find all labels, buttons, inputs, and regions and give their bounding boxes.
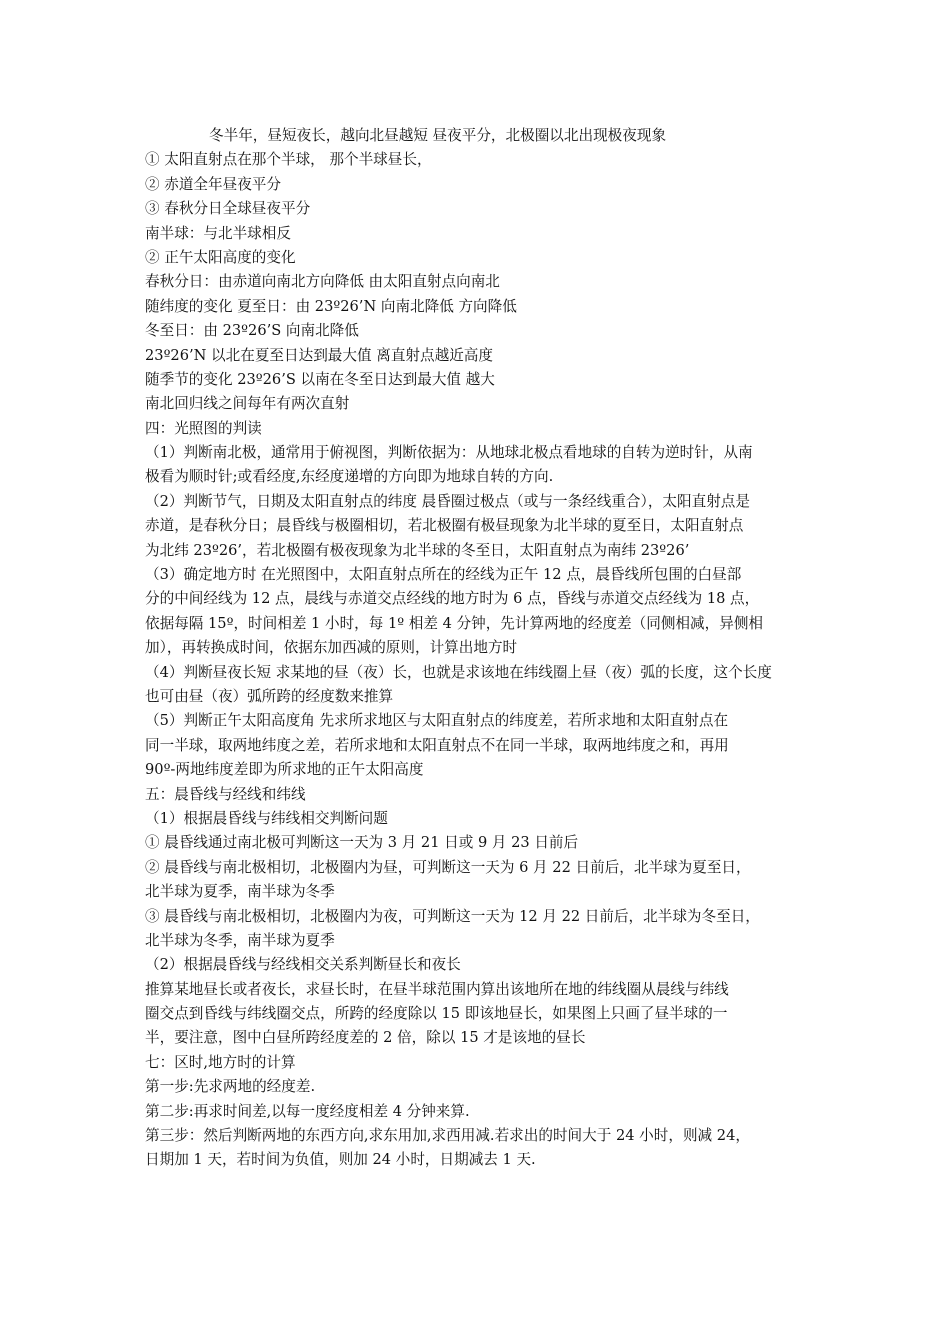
text-line: 随季节的变化 23º26’S 以南在冬至日达到最大值 越大 xyxy=(145,370,495,388)
text-line: 北半球为冬季，南半球为夏季 xyxy=(145,931,335,949)
text-line: 随纬度的变化 夏至日：由 23º26’N 向南北降低 方向降低 xyxy=(145,297,517,315)
text-line: 推算某地昼长或者夜长，求昼长时，在昼半球范围内算出该地所在地的纬线圈从晨线与纬线 xyxy=(145,980,729,998)
text-line: （1）根据晨昏线与纬线相交判断问题 xyxy=(145,809,388,827)
text-line: 第二步:再求时间差,以每一度经度相差 4 分钟来算. xyxy=(145,1102,470,1120)
text-line: 也可由昼（夜）弧所跨的经度数来推算 xyxy=(145,687,394,705)
text-line: 冬至日：由 23º26’S 向南北降低 xyxy=(145,322,359,340)
text-line: （5）判断正午太阳高度角 先求所求地区与太阳直射点的纬度差，若所求地和太阳直射点在 xyxy=(145,712,729,730)
text-line: 极看为顺时针;或看经度,东经度递增的方向即为地球自转的方向. xyxy=(145,468,554,486)
text-line: 北半球为夏季，南半球为冬季 xyxy=(145,883,335,901)
text-line: 圈交点到昏线与纬线圈交点，所跨的经度除以 15 即该地昼长，如果图上只画了昼半球的一 xyxy=(145,1005,728,1023)
text-line: 为北纬 23º26’，若北极圈有极夜现象为北半球的冬至日，太阳直射点为南纬 23º26’ xyxy=(145,541,690,559)
text-line-heading: 冬半年，昼短夜长，越向北昼越短 昼夜平分，北极圈以北出现极夜现象 xyxy=(209,127,667,144)
text-line: ② 晨昏线与南北极相切，北极圈内为昼，可判断这一天为 6 月 22 日前后，北半球为夏至日， xyxy=(145,858,751,876)
text-line: 南北回归线之间每年有两次直射 xyxy=(145,395,350,413)
text-line: 日期加 1 天，若时间为负值，则加 24 小时，日期减去 1 天. xyxy=(145,1151,536,1169)
text-line: ① 太阳直射点在那个半球， 那个半球昼长， xyxy=(145,151,432,169)
text-line: （1）判断南北极，通常用于俯视图，判断依据为：从地球北极点看地球的自转为逆时针，从南 xyxy=(145,444,753,462)
text-line: 23º26’N 以北在夏至日达到最大值 离直射点越近高度 xyxy=(145,346,493,364)
text-line: （3）确定地方时 在光照图中，太阳直射点所在的经线为正午 12 点，晨昏线所包围的白昼部 xyxy=(145,566,742,584)
section-heading: 四：光照图的判读 xyxy=(145,419,262,437)
text-line: （2）根据晨昏线与经线相交关系判断昼长和夜长 xyxy=(145,956,461,974)
text-line: 90º-两地纬度差即为所求地的正午太阳高度 xyxy=(145,761,424,779)
text-line: （4）判断昼夜长短 求某地的昼（夜）长，也就是求该地在纬线圈上昼（夜）弧的长度，这个长度 xyxy=(145,663,772,681)
text-line: 南半球：与北半球相反 xyxy=(145,224,291,242)
section-heading: 五：晨昏线与经线和纬线 xyxy=(145,785,306,803)
text-line: ② 正午太阳高度的变化 xyxy=(145,248,296,266)
text-line: 第一步:先求两地的经度差. xyxy=(145,1078,316,1096)
text-line: ③ 晨昏线与南北极相切，北极圈内为夜，可判断这一天为 12 月 22 日前后，北半球为冬至日， xyxy=(145,907,760,925)
text-line: 赤道，是春秋分日；晨昏线与极圈相切，若北极圈有极昼现象为北半球的夏至日，太阳直射点 xyxy=(145,517,744,535)
text-line: 春秋分日：由赤道向南北方向降低 由太阳直射点向南北 xyxy=(145,273,500,291)
document-body xyxy=(145,124,813,1173)
section-heading: 七：区时,地方时的计算 xyxy=(145,1053,296,1071)
text-line: ① 晨昏线通过南北极可判断这一天为 3 月 21 日或 9 月 23 日前后 xyxy=(145,834,579,852)
text-line: 半，要注意，图中白昼所跨经度差的 2 倍，除以 15 才是该地的昼长 xyxy=(145,1029,586,1047)
text-line: 加），再转换成时间，依据东加西减的原则，计算出地方时 xyxy=(145,639,518,657)
text-line: ③ 春秋分日全球昼夜平分 xyxy=(145,200,311,218)
text-line: 第三步：然后判断两地的东西方向,求东用加,求西用减.若求出的时间大于 24 小时，则减 24， xyxy=(145,1127,750,1145)
text-line: （2）判断节气，日期及太阳直射点的纬度 晨昏圈过极点（或与一条经线重合），太阳直射点是 xyxy=(145,492,750,510)
text-line: 分的中间经线为 12 点，晨线与赤道交点经线的地方时为 6 点，昏线与赤道交点经线为 18 点， xyxy=(145,590,760,608)
text-line: 依据每隔 15º，时间相差 1 小时，每 1º 相差 4 分钟，先计算两地的经度差（同侧相减，异侧相 xyxy=(145,614,764,632)
text-line: ② 赤道全年昼夜平分 xyxy=(145,175,281,193)
text-line: 同一半球，取两地纬度之差，若所求地和太阳直射点不在同一半球，取两地纬度之和，再用 xyxy=(145,736,729,754)
